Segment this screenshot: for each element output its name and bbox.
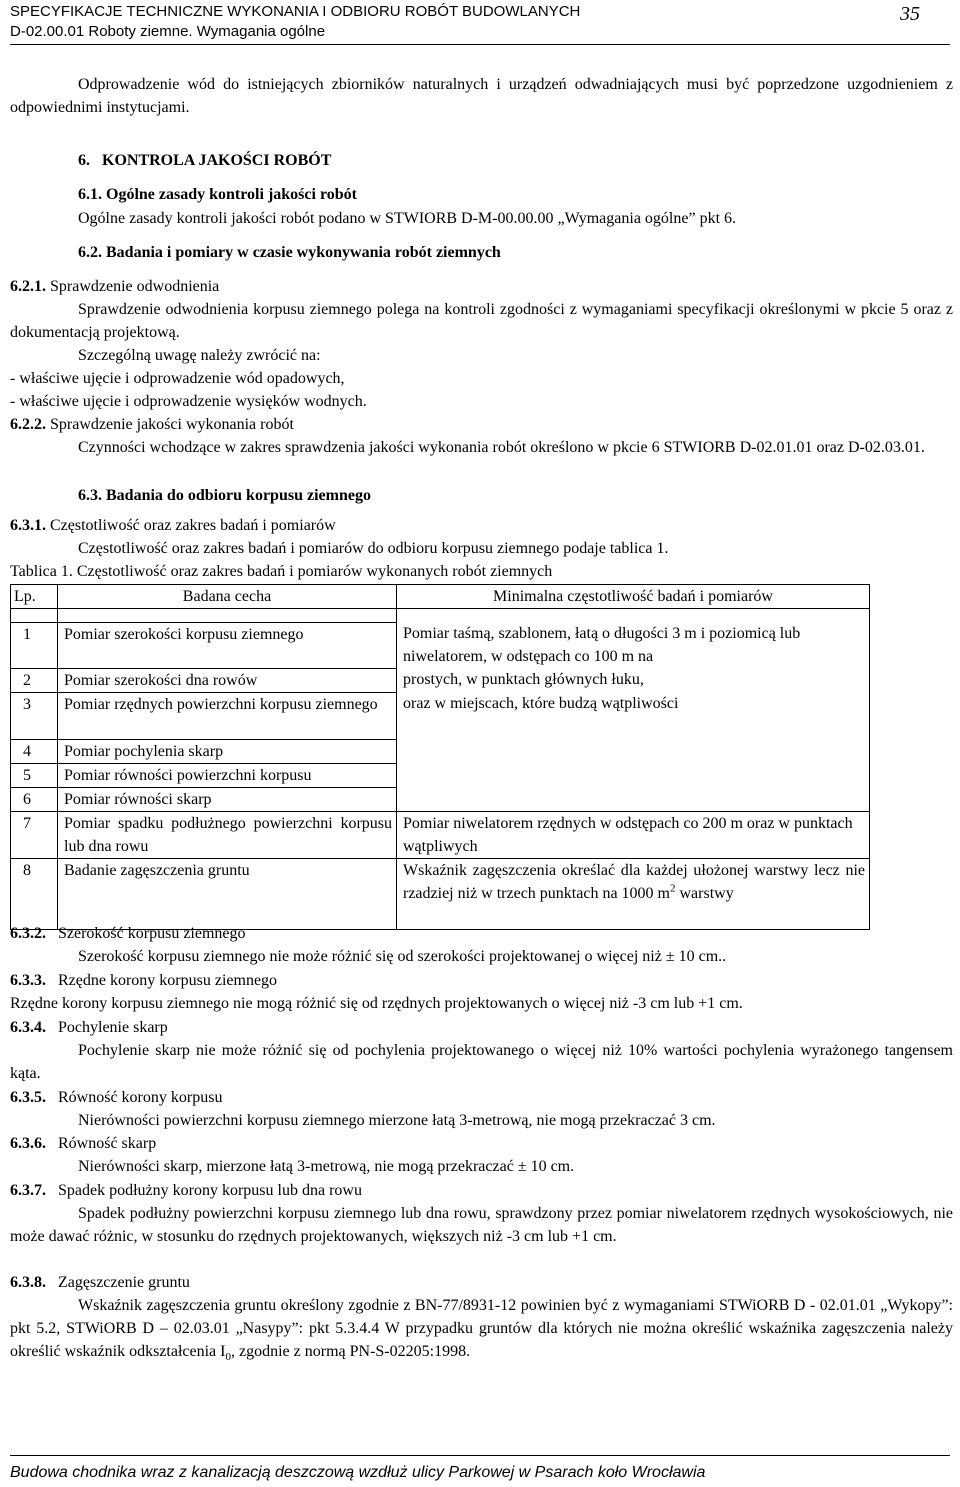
table-header-row xyxy=(11,585,870,609)
subscript: 0 xyxy=(225,1351,231,1364)
page-footer: Budowa chodnika wraz z kanalizacją deszczową wzdłuż ulicy Parkowej w Psarach koło Wrocławia xyxy=(10,1464,706,1481)
table-cell-lp: 2 xyxy=(11,669,58,693)
section-title: Badania do odbioru korpusu ziemnego xyxy=(106,487,371,504)
table-cell-lp: 7 xyxy=(11,812,58,859)
section-title: Rzędne korony korpusu ziemnego xyxy=(58,972,278,989)
section-number: 6.3.5. xyxy=(10,1089,46,1106)
section-title: KONTROLA JAKOŚCI ROBÓT xyxy=(102,152,332,169)
section-6-3-2-text: Szerokość korpusu ziemnego nie może różnić się od szerokości projektowanej o więcej niż ± 10 cm.. xyxy=(78,948,727,965)
section-number: 6.3.2. xyxy=(10,925,46,942)
section-number: 6.3.6. xyxy=(10,1135,46,1152)
table-cell-freq-1 xyxy=(397,609,870,812)
section-number: 6.3.7. xyxy=(10,1182,46,1199)
table-cell-lp: 4 xyxy=(11,740,58,764)
section-6-3-5-text: Nierówności powierzchni korpusu ziemnego mierzone łatą 3-metrową, nie mogą przekraczać 3 cm. xyxy=(78,1112,716,1129)
section-6-2-heading xyxy=(78,241,501,264)
section-6-2-1-heading xyxy=(10,275,219,298)
section-title: Częstotliwość oraz zakres badań i pomiarów xyxy=(50,517,336,534)
section-6-2-2-text: Czynności wchodzące w zakres sprawdzenia jakości wykonania robót określono w pkcie 6 STWIORB D-02.01.01 oraz D-02.03.01. xyxy=(78,439,925,456)
superscript: 2 xyxy=(670,882,676,895)
table-cell-freq-8 xyxy=(397,859,870,930)
freq-text: prostych, w punktach głównych łuku, xyxy=(403,671,644,688)
table-cell-lp: 6 xyxy=(11,788,58,812)
footer-divider xyxy=(10,1455,950,1456)
section-6-3-6-text: Nierówności skarp, mierzone łatą 3-metrową, nie mogą przekraczać ± 10 cm. xyxy=(78,1158,575,1175)
header-divider xyxy=(10,44,950,45)
section-6-2-2-heading xyxy=(10,413,294,436)
section-number: 6.3.4. xyxy=(10,1019,46,1036)
section-number: 6.3.1. xyxy=(10,517,46,534)
table-cell-feature: Badanie zagęszczenia gruntu xyxy=(58,859,397,930)
section-6-3-3-heading xyxy=(10,969,277,992)
section-6-3-7-heading xyxy=(10,1179,362,1202)
section-number: 6.3. xyxy=(78,487,102,504)
section-6-1-heading xyxy=(78,183,357,206)
freq-text: Wskaźnik zagęszczenia określać dla każdej ułożonej warstwy lecz nie rzadziej niż w trzech punktach na 1000 m xyxy=(403,862,865,902)
table-cell-feature: Pomiar spadku podłużnego powierzchni korpusu lub dna rowu xyxy=(58,812,397,859)
section-6-3-7-text: Spadek podłużny powierzchni korpusu ziemnego lub dna rowu, sprawdzony przez pomiar niwelatorem rzędnych wysokościowych, nie może dawać różnic, w stosunku do rzędnych projektowanych, większych niż -3 cm lub +1 cm. xyxy=(10,1205,953,1245)
table-row xyxy=(11,812,870,859)
table-cell-freq-7: Pomiar niwelatorem rzędnych w odstępach co 200 m oraz w punktach wątpliwych xyxy=(397,812,870,859)
section-6-1-text: Ogólne zasady kontroli jakości robót podano w STWIORB D-M-00.00.00 „Wymagania ogólne” pkt 6. xyxy=(78,210,737,227)
section-6-3-1-heading xyxy=(10,514,336,537)
section-6-3-4-heading xyxy=(10,1016,168,1039)
section-title: Badania i pomiary w czasie wykonywania robót ziemnych xyxy=(106,244,501,261)
paragraph-text: Wskaźnik zagęszczenia gruntu określony zgodnie z BN-77/8931-12 powinien być z wymaganiami STWiORB D - 02.01.01 „Wykopy”: pkt 5.2, STWiORB D – 02.03.01 „Nasypy”: pkt 5.3.4.4 W przypadku gruntów dla których nie można określić wskaźnika zagęszczenia należy określić wskaźnik odkształcenia I xyxy=(10,1297,953,1360)
section-title: Zagęszczenie gruntu xyxy=(58,1274,190,1291)
section-6-3-heading xyxy=(78,484,371,507)
section-title: Spadek podłużny korony korpusu lub dna rowu xyxy=(58,1182,362,1199)
table-cell-feature: Pomiar pochylenia skarp xyxy=(58,740,397,764)
table-cell-lp: 3 xyxy=(11,693,58,740)
section-number: 6.2.2. xyxy=(10,416,46,433)
section-title: Pochylenie skarp xyxy=(58,1019,168,1036)
paragraph-text: , zgodnie z normą PN-S-02205:1998. xyxy=(230,1343,471,1360)
section-6-heading xyxy=(78,149,331,172)
section-number: 6.2. xyxy=(78,244,102,261)
section-6-3-8-heading xyxy=(10,1271,190,1294)
table-header-cell: Minimalna częstotliwość badań i pomiarów xyxy=(397,585,870,609)
section-6-3-8-text xyxy=(10,1294,953,1363)
table-row xyxy=(11,859,870,930)
table-header-cell: Badana cecha xyxy=(58,585,397,609)
freq-text: Pomiar taśmą, szablonem, łatą o długości 3 m i poziomicą lub niwelatorem, w odstępach co 100 m na xyxy=(403,625,801,665)
bullet-item: - właściwe ujęcie i odprowadzenie wysięków wodnych. xyxy=(10,393,367,410)
header-subtitle: D-02.00.01 Roboty ziemne. Wymagania ogólne xyxy=(10,23,326,40)
table-cell-feature: Pomiar równości skarp xyxy=(58,788,397,812)
table-cell-lp: 1 xyxy=(11,623,58,669)
section-title: Sprawdzenie odwodnienia xyxy=(50,278,220,295)
section-6-2-1-text2: Szczególną uwagę należy zwrócić na: xyxy=(78,347,321,364)
page-number: 35 xyxy=(900,3,920,25)
freq-text: oraz w miejscach, które budzą wątpliwości xyxy=(403,695,679,712)
freq-text: warstwy xyxy=(675,885,734,902)
section-title: Ogólne zasady kontroli jakości robót xyxy=(106,186,357,203)
section-6-2-1-text: Sprawdzenie odwodnienia korpusu ziemnego polega na kontroli zgodności z wymaganiami specyfikacji określonymi w pkcie 5 oraz z dokumentacją projektową. xyxy=(10,301,953,341)
table-spacer-row xyxy=(11,609,870,623)
section-number: 6. xyxy=(78,152,90,169)
section-number: 6.3.3. xyxy=(10,972,46,989)
section-title: Równość skarp xyxy=(58,1135,157,1152)
section-6-3-2-heading xyxy=(10,922,246,945)
intro-paragraph: Odprowadzenie wód do istniejących zbiorników naturalnych i urządzeń odwadniających musi być poprzedzone uzgodnieniem z odpowiednimi instytucjami. xyxy=(10,76,953,116)
table-cell-feature: Pomiar rzędnych powierzchni korpusu ziemnego xyxy=(58,693,397,740)
section-6-3-3-text: Rzędne korony korpusu ziemnego nie mogą różnić się od rzędnych projektowanych o więcej niż -3 cm lub +1 cm. xyxy=(10,995,743,1012)
section-6-3-5-heading xyxy=(10,1086,222,1109)
table-cell-lp: 8 xyxy=(11,859,58,930)
section-number: 6.1. xyxy=(78,186,102,203)
table-cell-feature: Pomiar szerokości korpusu ziemnego xyxy=(58,623,397,669)
page-header xyxy=(10,2,950,42)
table-cell-feature: Pomiar równości powierzchni korpusu xyxy=(58,764,397,788)
bullet-item: - właściwe ujęcie i odprowadzenie wód opadowych, xyxy=(10,370,345,387)
section-6-3-6-heading xyxy=(10,1132,156,1155)
section-number: 6.2.1. xyxy=(10,278,46,295)
section-title: Sprawdzenie jakości wykonania robót xyxy=(50,416,294,433)
section-6-3-4-text: Pochylenie skarp nie może różnić się od pochylenia projektowanego o więcej niż 10% wartości pochylenia wyrażonego tangensem kąta. xyxy=(10,1042,953,1082)
section-6-3-1-text: Częstotliwość oraz zakres badań i pomiarów do odbioru korpusu ziemnego podaje tablica 1. xyxy=(78,540,669,557)
section-title: Szerokość korpusu ziemnego xyxy=(58,925,246,942)
section-number: 6.3.8. xyxy=(10,1274,46,1291)
section-title: Równość korony korpusu xyxy=(58,1089,223,1106)
table-caption: Tablica 1. Częstotliwość oraz zakres badań i pomiarów wykonanych robót ziemnych xyxy=(10,563,553,580)
table-header-cell: Lp. xyxy=(11,585,58,609)
frequency-table xyxy=(10,584,870,930)
table-cell-lp: 5 xyxy=(11,764,58,788)
header-title: SPECYFIKACJE TECHNICZNE WYKONANIA I ODBIORU ROBÓT BUDOWLANYCH xyxy=(10,3,581,20)
table-cell-feature: Pomiar szerokości dna rowów xyxy=(58,669,397,693)
